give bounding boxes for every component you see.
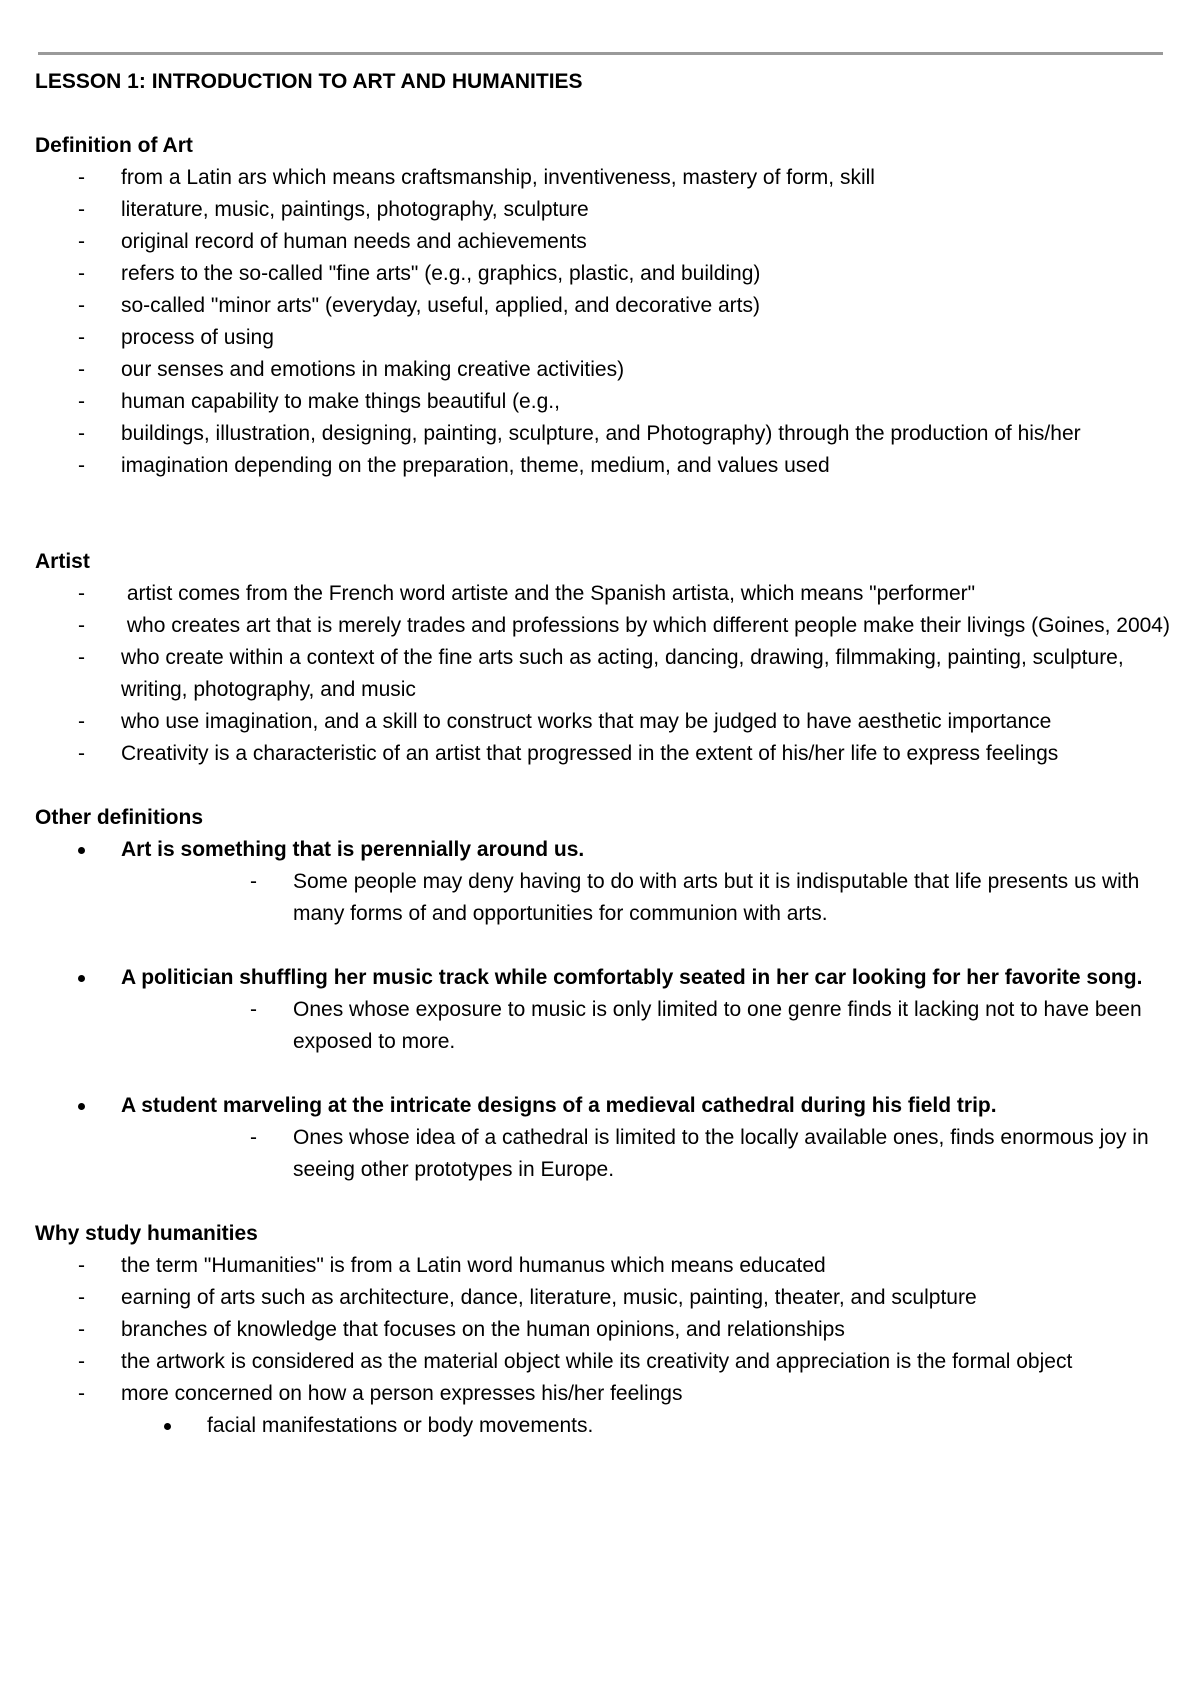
list-item: - more concerned on how a person expresses his/her feelings	[35, 1378, 1170, 1410]
bullet-item	[35, 834, 1170, 962]
list-item: - Creativity is a characteristic of an artist that progressed in the extent of his/her life to express feelings	[35, 738, 1170, 770]
list-item: - who creates art that is merely trades and professions by which different people make their livings (Goines, 2004)	[35, 610, 1170, 642]
bullet-statement: A student marveling at the intricate designs of a medieval cathedral during his field trip.	[121, 1094, 997, 1117]
bullet-statement: A politician shuffling her music track while comfortably seated in her car looking for her favorite song.	[121, 966, 1143, 989]
list-item: - so-called "minor arts" (everyday, useful, applied, and decorative arts)	[35, 290, 1170, 322]
lesson-title: LESSON 1: INTRODUCTION TO ART AND HUMANITIES	[35, 70, 583, 93]
bullet-sub-list	[121, 1122, 1170, 1186]
list-item: - branches of knowledge that focuses on the human opinions, and relationships	[35, 1314, 1170, 1346]
other-definitions-list	[35, 834, 1170, 1186]
definition-list	[35, 162, 1170, 482]
bullet-dot-icon	[78, 1103, 85, 1110]
list-item: - refers to the so-called "fine arts" (e.g., graphics, plastic, and building)	[35, 258, 1170, 290]
list-item: - literature, music, paintings, photography, sculpture	[35, 194, 1170, 226]
bullet-dot-icon	[164, 1423, 171, 1430]
list-item: - our senses and emotions in making creative activities)	[35, 354, 1170, 386]
section-artist	[35, 546, 1170, 770]
top-horizontal-rule	[38, 52, 1163, 55]
section-other-definitions	[35, 802, 1170, 1186]
list-item: - original record of human needs and achievements	[35, 226, 1170, 258]
list-item: - from a Latin ars which means craftsmanship, inventiveness, mastery of form, skill	[35, 162, 1170, 194]
section-heading-artist: Artist	[35, 550, 90, 573]
list-item: - human capability to make things beautiful (e.g.,	[35, 386, 1170, 418]
section-heading-other: Other definitions	[35, 806, 203, 829]
humanities-list	[35, 1250, 1170, 1410]
humanities-sub-bullets	[35, 1410, 1170, 1442]
section-definition-of-art	[35, 130, 1170, 482]
document-body	[35, 66, 1170, 1442]
bullet-item	[35, 962, 1170, 1090]
artist-list	[35, 578, 1170, 770]
sub-bullet-item	[35, 1410, 1170, 1442]
section-why-study-humanities	[35, 1218, 1170, 1442]
sub-bullet-text: facial manifestations or body movements.	[207, 1414, 594, 1437]
section-heading-definition: Definition of Art	[35, 134, 193, 157]
list-item: - artist comes from the French word artiste and the Spanish artista, which means "performer"	[35, 578, 1170, 610]
list-item: - process of using	[35, 322, 1170, 354]
list-item: - imagination depending on the preparation, theme, medium, and values used	[35, 450, 1170, 482]
list-item: - Ones whose exposure to music is only limited to one genre finds it lacking not to have been exposed to more.	[121, 994, 1170, 1058]
list-item: - who create within a context of the fine arts such as acting, dancing, drawing, filmmaking, painting, sculpture, writing, photography, and music	[35, 642, 1170, 706]
bullet-dot-icon	[78, 847, 85, 854]
bullet-statement: Art is something that is perennially around us.	[121, 838, 585, 861]
list-item: - Some people may deny having to do with arts but it is indisputable that life presents us with many forms of and opportunities for communion with arts.	[121, 866, 1170, 930]
list-item: - earning of arts such as architecture, dance, literature, music, painting, theater, and sculpture	[35, 1282, 1170, 1314]
list-item: - who use imagination, and a skill to construct works that may be judged to have aesthetic importance	[35, 706, 1170, 738]
section-heading-humanities: Why study humanities	[35, 1222, 258, 1245]
list-item: - the artwork is considered as the material object while its creativity and appreciation is the formal object	[35, 1346, 1170, 1378]
bullet-item	[35, 1090, 1170, 1186]
bullet-dot-icon	[78, 975, 85, 982]
list-item: - Ones whose idea of a cathedral is limited to the locally available ones, finds enormous joy in seeing other prototypes in Europe.	[121, 1122, 1170, 1186]
bullet-sub-list	[121, 866, 1170, 930]
list-item: - the term "Humanities" is from a Latin word humanus which means educated	[35, 1250, 1170, 1282]
list-item: - buildings, illustration, designing, painting, sculpture, and Photography) through the production of his/her	[35, 418, 1170, 450]
bullet-sub-list	[121, 994, 1170, 1058]
